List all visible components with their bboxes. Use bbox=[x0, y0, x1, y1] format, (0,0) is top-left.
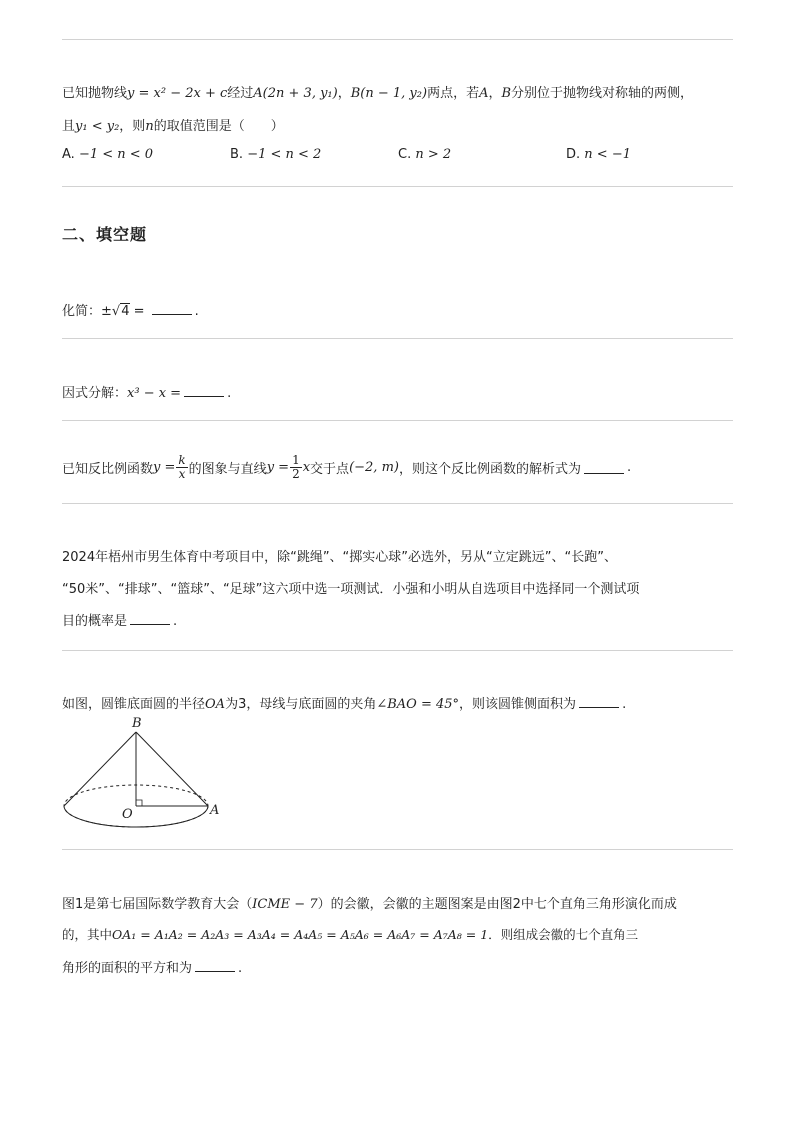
label-A: A bbox=[210, 803, 220, 818]
fraction-one-half: $\frac{1}{2}$ bbox=[292, 453, 300, 482]
answer-blank[interactable] bbox=[152, 302, 192, 315]
divider-2 bbox=[62, 338, 733, 339]
question-cone: 如图，圆锥底面圆的半径OA为3，母线与底面圆的夹角∠BAO = 45°，则该圆锥侧面积为 . bbox=[62, 697, 627, 712]
top-divider bbox=[62, 39, 733, 40]
question-probability-line3: 目的概率是 . bbox=[62, 614, 178, 629]
label-O: O bbox=[122, 807, 133, 822]
question-parabola-line1: 已知抛物线y = x² − 2x + c经过A(2n + 3, y₁)，B(n − 1, y₂)两点，若A，B分别位于抛物线对称轴的两侧， bbox=[62, 86, 694, 101]
option-c[interactable]: C. n > 2 bbox=[398, 147, 452, 162]
question-simplify: 化简：±√4 = . bbox=[62, 304, 199, 319]
answer-blank[interactable] bbox=[130, 612, 170, 625]
divider-6 bbox=[62, 849, 733, 850]
question-probability-line1: 2024年梧州市男生体育中考项目中，除“跳绳”、“掷实心球”必选外，另从“立定跳远”、“长跑”、 bbox=[62, 550, 617, 565]
option-b[interactable]: B. −1 < n < 2 bbox=[230, 147, 322, 162]
question-probability-line2: “50米”、“排球”、“篮球”、“足球”这六项中选一项测试．小强和小明从自选项目中选择同一个测试项 bbox=[62, 582, 640, 597]
question-factorize: 因式分解：x³ − x = . bbox=[62, 386, 232, 401]
answer-blank[interactable] bbox=[184, 384, 224, 397]
label-B: B bbox=[132, 716, 142, 731]
right-angle-mark bbox=[136, 800, 142, 806]
section-title: 二、填空题 bbox=[62, 225, 148, 244]
divider-4 bbox=[62, 503, 733, 504]
divider-5 bbox=[62, 650, 733, 651]
answer-blank[interactable] bbox=[584, 461, 624, 474]
cone-figure bbox=[58, 712, 228, 836]
fraction-k-over-x: $\frac{k}{x}$ bbox=[178, 453, 186, 482]
question-icme-line1: 图1是第七届国际数学教育大会（ICME − 7）的会徽，会徽的主题图案是由图2中七个直角三角形演化而成 bbox=[62, 897, 677, 912]
option-d[interactable]: D. n < −1 bbox=[566, 147, 631, 162]
question-parabola-line2: 且y₁ < y₂，则n的取值范围是（ ） bbox=[62, 119, 284, 134]
cone-slant-left bbox=[64, 732, 136, 806]
question-icme-line3: 角形的面积的平方和为 . bbox=[62, 961, 243, 976]
cone-slant-right bbox=[136, 732, 208, 806]
question-icme-line2: 的，其中OA₁ = A₁A₂ = A₂A₃ = A₃A₄ = A₄A₅ = A₅A₆ = A₆A₇ = A₇A₈ = 1．则组成会徽的七个直角三 bbox=[62, 927, 639, 942]
option-a[interactable]: A. −1 < n < 0 bbox=[62, 147, 154, 162]
answer-blank[interactable] bbox=[579, 695, 619, 708]
question-inverse-function: 已知反比例函数 y = $\frac{k}{x}$ 的图象与直线 y = $\frac{1}{2}$ x 交于点 (−2, m) ，则这个反比例函数的解析式为 . bbox=[62, 453, 632, 482]
divider-1 bbox=[62, 186, 733, 187]
answer-blank[interactable] bbox=[195, 959, 235, 972]
cone-base-front bbox=[64, 806, 208, 827]
divider-3 bbox=[62, 420, 733, 421]
